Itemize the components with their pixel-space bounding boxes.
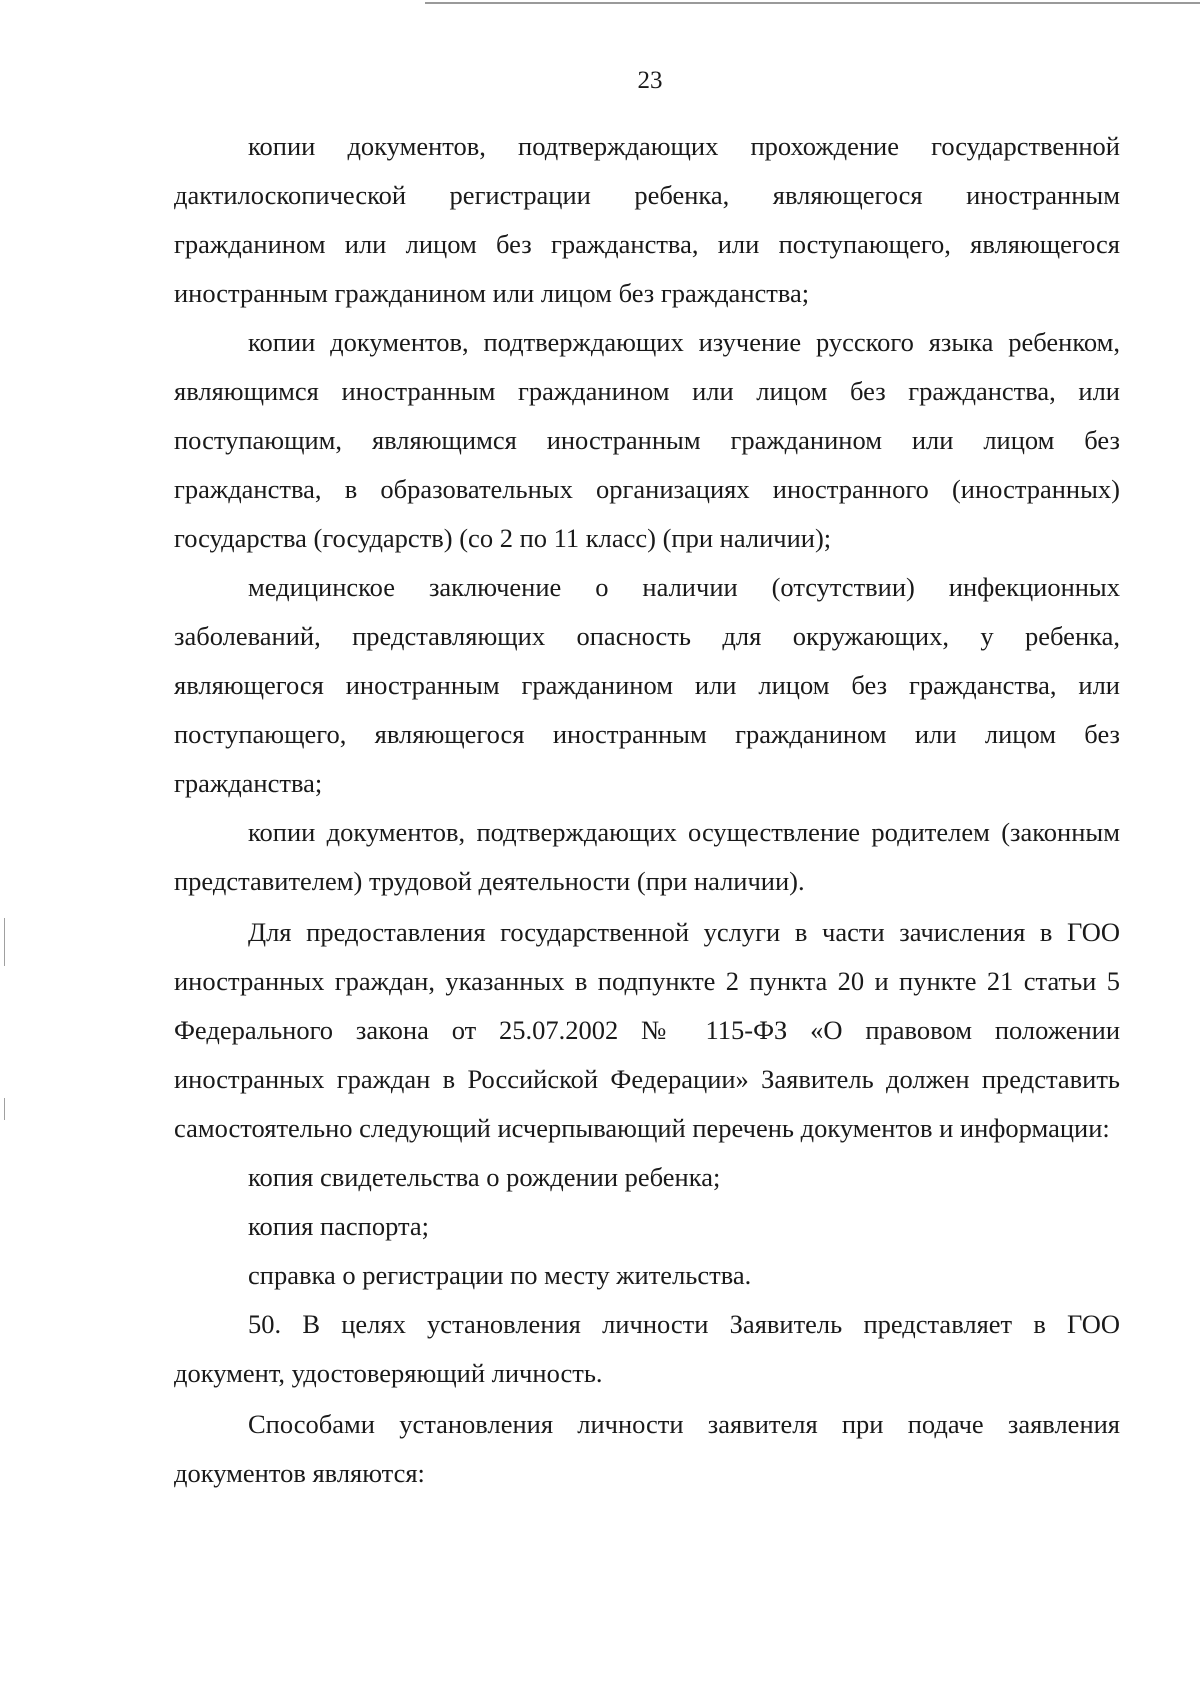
page-number: 23: [637, 67, 663, 94]
scan-edge-left-mark: [4, 1098, 5, 1120]
document-body: [174, 122, 1120, 1498]
paragraph-russian-language-docs: копии документов, подтверждающих изучение русского языка ребенком, являющимся иностранным гражданином или лицом без гражданства, или поступающим, являющимся иностранным гражданином или лицом без гражданства, в образовательных организациях иностранного (иностранных) государства (государств) (со 2 по 11 класс) (при наличии);: [174, 327, 1120, 553]
scan-edge-left-mark: [4, 918, 5, 966]
list-item-passport-copy: копия паспорта;: [248, 1211, 430, 1241]
paragraph-medical-certificate: медицинское заключение о наличии (отсутствии) инфекционных заболеваний, представляющих опасность для окружающих, у ребенка, являющегося иностранным гражданином или лицом без гражданства, или поступающего, являющегося иностранным гражданином или лицом без гражданства;: [174, 572, 1120, 798]
scan-edge-top-line: [425, 2, 1200, 4]
paragraph-identity-methods: Способами установления личности заявителя при подаче заявления документов являются:: [174, 1409, 1120, 1488]
list-item-birth-certificate: копия свидетельства о рождении ребенка;: [248, 1162, 721, 1192]
paragraph-foreign-citizens-enrollment: Для предоставления государственной услуги в части зачисления в ГОО иностранных граждан, указанных в подпункте 2 пункта 20 и пункте 21 статьи 5 Федерального закона от 25.07.2002 № 115-ФЗ «О правовом положении иностранных граждан в Российской Федерации» Заявитель должен представить самостоятельно следующий исчерпывающий перечень документов и информации:: [174, 917, 1120, 1143]
paragraph-employment-docs: копии документов, подтверждающих осуществление родителем (законным представителем) трудовой деятельности (при наличии).: [174, 817, 1120, 896]
paragraph-fingerprint-registration-docs: копии документов, подтверждающих прохождение государственной дактилоскопической регистрации ребенка, являющегося иностранным гражданином или лицом без гражданства, или поступающего, являющегося иностранным гражданином или лицом без гражданства;: [174, 131, 1120, 308]
list-item-residence-registration: справка о регистрации по месту жительства.: [248, 1260, 752, 1290]
paragraph-section-50-identity: 50. В целях установления личности Заявитель представляет в ГОО документ, удостоверяющий личность.: [174, 1309, 1120, 1388]
